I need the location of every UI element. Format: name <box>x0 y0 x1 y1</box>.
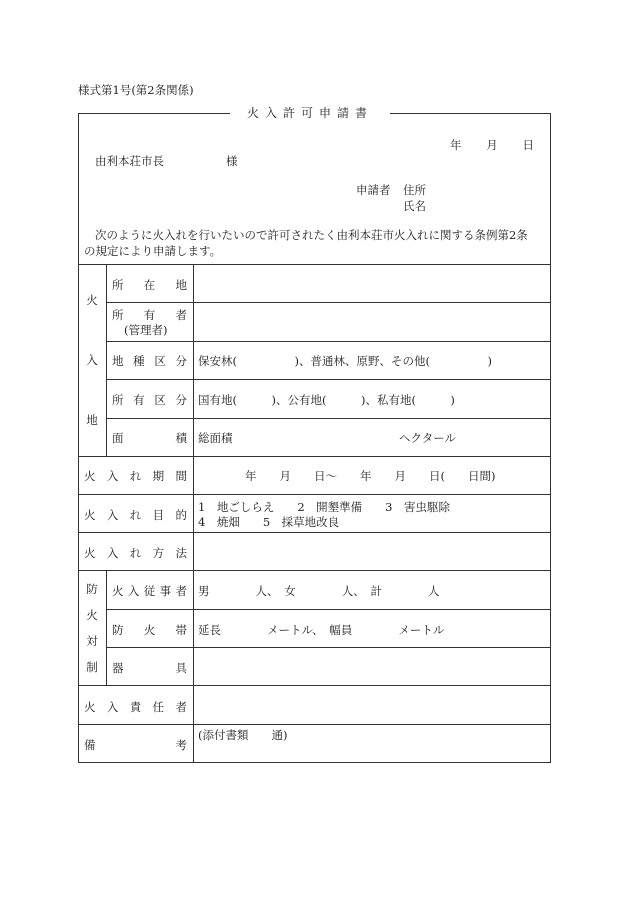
divider <box>106 647 551 648</box>
method-label: 火 入 れ 方 法 <box>84 546 187 560</box>
workers-value: 男 人、 女 人、 計 人 <box>198 584 440 598</box>
fire-group-label <box>80 576 104 680</box>
divider <box>106 379 551 380</box>
purpose-line-1: 1 地ごしらえ 2 開墾準備 3 害虫駆除 <box>198 500 450 514</box>
addressee-honorific: 様 <box>226 154 238 168</box>
divider <box>106 570 107 685</box>
land-group-label <box>80 270 104 450</box>
intro-line-2: の規定により申請します。 <box>84 244 222 258</box>
divider <box>106 302 551 303</box>
purpose-label: 火 入 れ 目 的 <box>84 508 187 522</box>
divider <box>78 494 551 495</box>
form-title: 火入許可申請書 <box>230 104 390 121</box>
intro-line-1: 次のように火入れを行いたいので許可されたく由利本荘市火入れに関する条例第2条 <box>95 228 528 242</box>
fire-group-char: 防 <box>86 582 98 596</box>
fire-group-char: 制 <box>86 660 98 674</box>
remarks-label: 備 考 <box>84 738 187 752</box>
period-label: 火 入 れ 期 間 <box>84 469 187 483</box>
firebreak-label: 防 火 帯 <box>112 623 187 637</box>
divider <box>78 685 551 686</box>
period-value: 年 月 日〜 年 月 日( 日間) <box>245 469 496 483</box>
divider <box>78 724 551 725</box>
divider <box>106 341 551 342</box>
land-group-char: 火 <box>86 293 98 307</box>
owner-label: 所 有 者 <box>112 308 187 322</box>
divider <box>78 456 551 457</box>
ownership-value: 国有地( )、公有地( )、私有地( ) <box>198 393 455 407</box>
area-label: 面 積 <box>112 431 187 445</box>
fire-group-char: 火 <box>86 608 98 622</box>
applicant-address-label: 住所 <box>403 183 426 197</box>
area-unit-label: ヘクタール <box>399 431 457 445</box>
addressee-name: 由利本荘市長 <box>95 154 164 168</box>
owner-sub-label: (管理者) <box>124 323 168 337</box>
land-type-value: 保安林( )、普通林、原野、その他( ) <box>198 354 492 368</box>
remarks-value: (添付書類 通) <box>198 728 288 742</box>
date-year-label: 年 <box>450 138 462 152</box>
divider <box>106 264 107 456</box>
land-group-char: 地 <box>86 413 98 427</box>
divider <box>78 570 551 571</box>
equipment-label: 器 具 <box>112 661 187 675</box>
divider <box>106 418 551 419</box>
applicant-name-label: 氏名 <box>403 199 426 213</box>
divider <box>106 609 551 610</box>
date-line <box>450 137 534 153</box>
purpose-line-2: 4 焼畑 5 採草地改良 <box>198 515 340 529</box>
divider <box>78 264 551 265</box>
firebreak-value: 延長 メートル、 幅員 メートル <box>198 623 445 637</box>
land-group-char: 入 <box>86 353 98 367</box>
responsible-label: 火 入 責 任 者 <box>84 700 187 714</box>
date-month-label: 月 <box>486 138 498 152</box>
divider <box>78 532 551 533</box>
land-type-label: 地 種 区 分 <box>112 354 187 368</box>
fire-group-char: 対 <box>86 634 98 648</box>
location-label: 所 在 地 <box>112 278 187 292</box>
date-day-label: 日 <box>522 138 534 152</box>
applicant-label: 申請者 <box>356 183 391 197</box>
form-number: 様式第1号(第2条関係) <box>78 83 194 97</box>
ownership-label: 所 有 区 分 <box>112 393 187 407</box>
area-total-label: 総面積 <box>198 431 233 445</box>
divider <box>193 264 194 762</box>
workers-label: 火 入 従 事 者 <box>112 584 187 598</box>
